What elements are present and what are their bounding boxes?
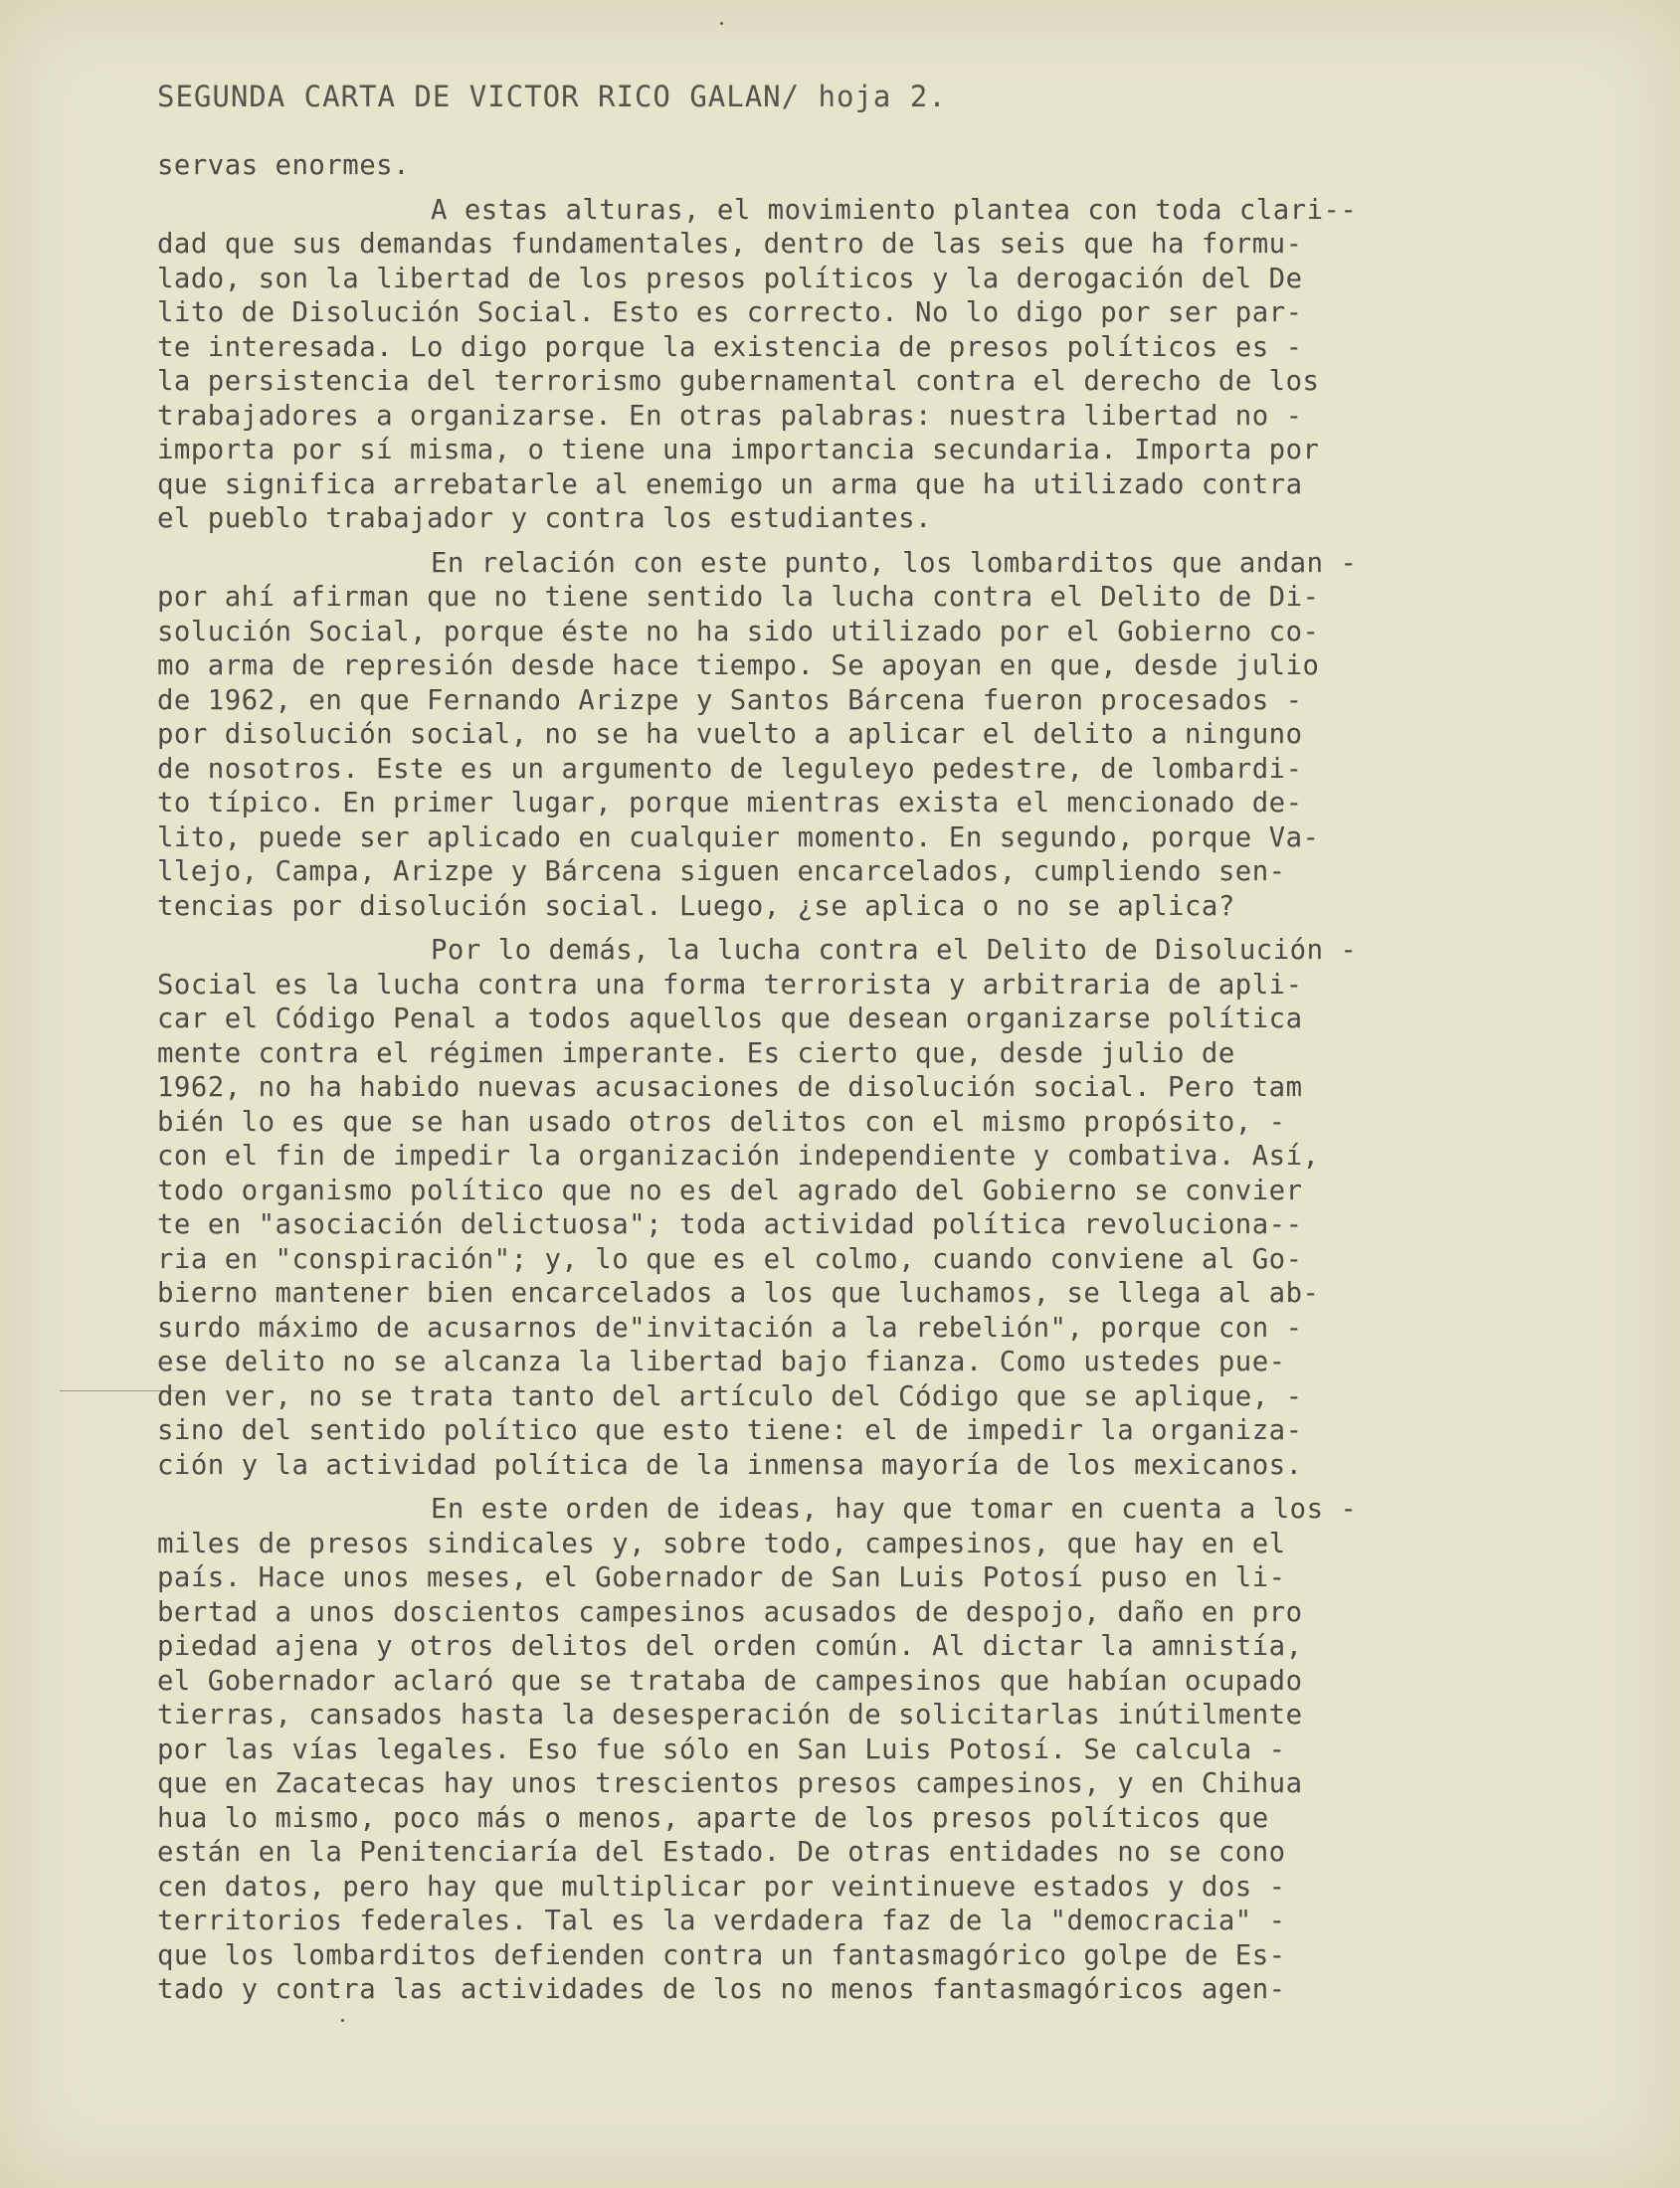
text-line: que significa arrebatarle al enemigo un arma que ha utilizado contra (157, 468, 1303, 500)
text-line: te en "asociación delictuosa"; toda actividad política revoluciona-- (157, 1209, 1303, 1240)
text-line: por las vías legales. Eso fue sólo en San Luis Potosí. Se calcula - (157, 1733, 1286, 1765)
text-line: bertad a unos doscientos campesinos acusados de despojo, daño en pro (157, 1596, 1303, 1628)
text-line: llejo, Campa, Arizpe y Bárcena siguen encarcelados, cumpliendo sen- (157, 856, 1286, 887)
text-line: que en Zacatecas hay unos trescientos presos campesinos, y en Chihua (157, 1768, 1303, 1799)
text-line: país. Hace unos meses, el Gobernador de San Luis Potosí puso en li- (157, 1562, 1286, 1593)
text-line: En este orden de ideas, hay que tomar en cuenta a los - (431, 1494, 1358, 1525)
text-line: miles de presos sindicales y, sobre todo, campesinos, que hay en el (157, 1528, 1286, 1559)
text-line: solución Social, porque éste no ha sido utilizado por el Gobierno co- (157, 616, 1320, 647)
text-line: sino del sentido político que esto tiene: el de impedir la organiza- (157, 1415, 1303, 1446)
paragraph (157, 1493, 1570, 2008)
letter-body (157, 149, 1570, 2008)
text-line: ción y la actividad política de la inmensa mayoría de los mexicanos. (157, 1449, 1303, 1481)
text-line: Social es la lucha contra una forma terrorista y arbitraria de apli- (157, 969, 1303, 1001)
text-line: por ahí afirman que no tiene sentido la lucha contra el Delito de Di- (157, 582, 1320, 613)
page-header: SEGUNDA CARTA DE VICTOR RICO GALAN/ hoja 2. (157, 80, 947, 113)
text-line: tado y contra las actividades de los no menos fantasmagóricos agen- (157, 1974, 1286, 2005)
text-line: to típico. En primer lugar, porque mientras exista el mencionado de- (157, 788, 1303, 819)
text-line: servas enormes. (157, 150, 411, 181)
paper-speck (341, 2019, 344, 2022)
text-line: dad que sus demandas fundamentales, dentro de las seis que ha formu- (157, 229, 1303, 260)
text-line: importa por sí misma, o tiene una importancia secundaria. Importa por (157, 435, 1320, 465)
text-line: por disolución social, no se ha vuelto a aplicar el delito a ninguno (157, 719, 1303, 750)
paragraph (157, 149, 1570, 184)
text-line: la persistencia del terrorismo gubernamental contra el derecho de los (157, 366, 1320, 397)
text-line: den ver, no se trata tanto del artículo del Código que se aplique, - (157, 1380, 1303, 1412)
text-line: tierras, cansados hasta la desesperación de solicitarlas inútilmente (157, 1700, 1303, 1731)
paragraph-gap (157, 537, 1570, 547)
text-line: el Gobernador aclaró que se trataba de campesinos que habían ocupado (157, 1665, 1303, 1697)
text-line: lado, son la libertad de los presos políticos y la derogación del De (157, 263, 1303, 294)
text-line: cen datos, pero hay que multiplicar por veintinueve estados y dos - (157, 1871, 1286, 1903)
text-line: piedad ajena y otros delitos del orden común. Al dictar la amnistía, (157, 1631, 1303, 1662)
text-line: de 1962, en que Fernando Arizpe y Santos Bárcena fueron procesados - (157, 684, 1303, 716)
text-line: con el fin de impedir la organización independiente y combativa. Así, (157, 1141, 1320, 1172)
text-line: el pueblo trabajador y contra los estudiantes. (157, 503, 932, 534)
text-line: te interesada. Lo digo porque la existencia de presos políticos es - (157, 331, 1303, 363)
paragraph (157, 934, 1570, 1483)
paragraph (157, 547, 1570, 925)
text-line: ese delito no se alcanza la libertad bajo fianza. Como ustedes pue- (157, 1347, 1286, 1377)
paper-speck (720, 22, 723, 25)
text-line: territorios federales. Tal es la verdadera faz de la "democracia" - (157, 1906, 1286, 1936)
text-line: de nosotros. Este es un argumento de leguleyo pedestre, de lombardi- (157, 753, 1303, 785)
text-line: están en la Penitenciaría del Estado. De otras entidades no se cono (157, 1837, 1286, 1868)
text-line: Por lo demás, la lucha contra el Delito de Disolución - (431, 935, 1358, 966)
text-line: trabajadores a organizarse. En otras palabras: nuestra libertad no - (157, 400, 1303, 432)
text-line: ria en "conspiración"; y, lo que es el colmo, cuando conviene al Go- (157, 1243, 1303, 1275)
text-line: bierno mantener bien encarcelados a los que luchamos, se llega al ab- (157, 1278, 1320, 1309)
text-line: lito de Disolución Social. Esto es correcto. No lo digo por ser par- (157, 297, 1303, 328)
paragraph (157, 194, 1570, 537)
text-line: mente contra el régimen imperante. Es cierto que, desde julio de (157, 1037, 1235, 1069)
text-line: car el Código Penal a todos aquellos que desean organizarse política (157, 1003, 1303, 1034)
text-line: tencias por disolución social. Luego, ¿se aplica o no se aplica? (157, 890, 1235, 922)
text-line: que los lombarditos defienden contra un fantasmagórico golpe de Es- (157, 1939, 1286, 1971)
text-line: 1962, no ha habido nuevas acusaciones de disolución social. Pero tam (157, 1072, 1303, 1103)
text-line: bién lo es que se han usado otros delitos con el mismo propósito, - (157, 1106, 1286, 1138)
text-line: En relación con este punto, los lombarditos que andan - (431, 547, 1358, 579)
text-line: A estas alturas, el movimiento plantea con toda clari-- (431, 194, 1358, 226)
paragraph-gap (157, 1483, 1570, 1493)
text-line: todo organismo político que no es del agrado del Gobierno se convier (157, 1175, 1303, 1206)
text-line: mo arma de represión desde hace tiempo. Se apoyan en que, desde julio (157, 650, 1320, 681)
text-line: lito, puede ser aplicado en cualquier momento. En segundo, porque Va- (157, 821, 1320, 853)
paragraph-gap (157, 184, 1570, 194)
paragraph-gap (157, 924, 1570, 934)
text-line: hua lo mismo, poco más o menos, aparte de los presos políticos que (157, 1802, 1269, 1834)
text-line: surdo máximo de acusarnos de"invitación a la rebelión", porque con - (157, 1312, 1303, 1344)
